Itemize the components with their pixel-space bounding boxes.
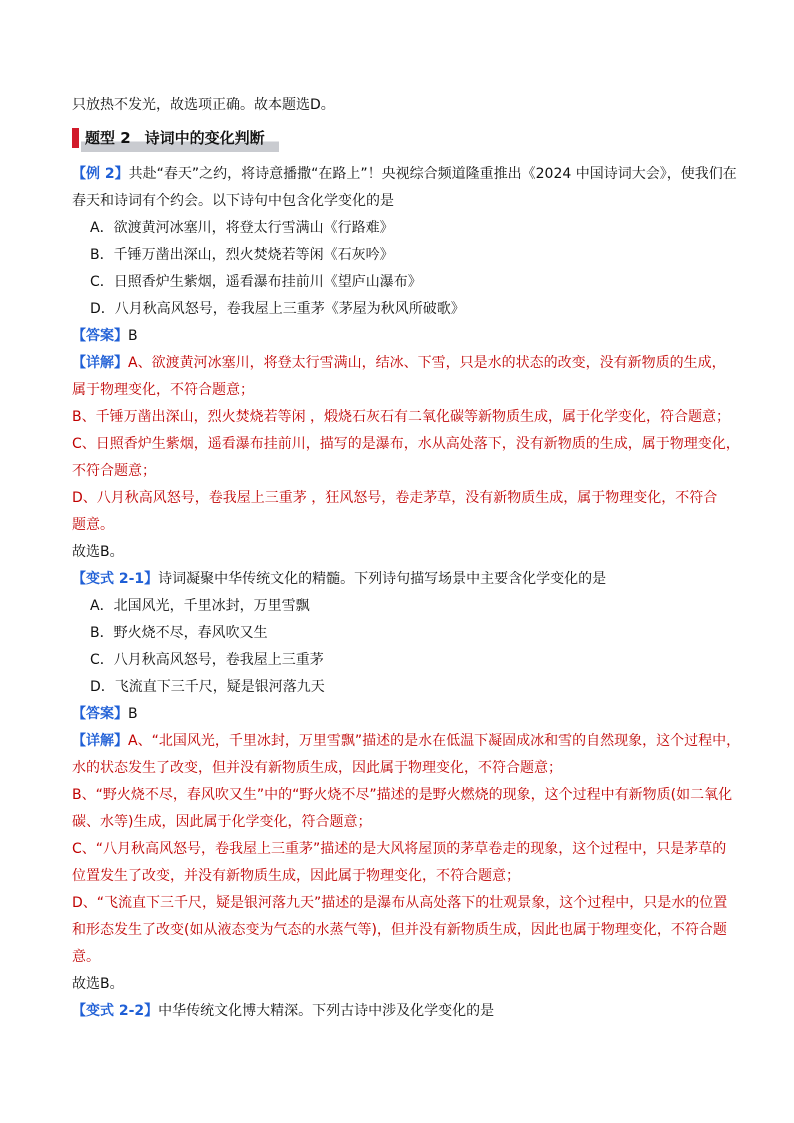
example-detail-line-1: 【详解】A、欲渡黄河冰塞川，将登太行雪满山，结冰、下雪，只是水的状态的改变，没有新物质的生成， — [72, 355, 726, 371]
example-detail-line-3: B、千锤万凿出深山，烈火焚烧若等闲 ，煅烧石灰石有二氧化碳等新物质生成，属于化学变化，符合题意； — [72, 409, 731, 425]
example-option-d: D．八月秋高风怒号，卷我屋上三重茅《茅屋为秋风所破歌》 — [90, 301, 465, 317]
variant1-question: 【变式 2-1】诗词凝聚中华传统文化的精髓。下列诗句描写场景中主要含化学变化的是 — [72, 571, 607, 587]
example-detail-line-7: 题意。 — [72, 517, 114, 533]
example-detail-line-6: D、八月秋高风怒号，卷我屋上三重茅 ，狂风怒号，卷走茅草，没有新物质生成，属于物理变化，不符合 — [72, 490, 718, 506]
example-option-a: A．欲渡黄河冰塞川，将登太行雪满山《行路难》 — [90, 220, 394, 236]
example-detail-line-2: 属于物理变化，不符合题意； — [72, 382, 254, 398]
variant1-detail-line-4: 碳、水等)生成，因此属于化学变化，符合题意； — [72, 814, 372, 830]
variant1-detail-line-3: B、“野火烧不尽，春风吹又生”中的“野火烧不尽”描述的是野火燃烧的现象，这个过程中有新物质(如二氧化 — [72, 787, 733, 803]
variant1-detail-line-8: 和形态发生了改变(如从液态变为气态的水蒸气等)，但并没有新物质生成，因此也属于物理变化，不符合题 — [72, 922, 727, 938]
variant1-detail-line-5: C、“八月秋高风怒号，卷我屋上三重茅”描述的是大风将屋顶的茅草卷走的现象，这个过程中，只是茅草的 — [72, 841, 727, 857]
example-answer: 【答案】B — [72, 328, 138, 344]
variant1-option-c: C．八月秋高风怒号，卷我屋上三重茅 — [90, 652, 324, 668]
variant1-detail-line-9: 意。 — [72, 949, 100, 965]
example-question-line-2: 春天和诗词有个约会。以下诗句中包含化学变化的是 — [72, 193, 394, 209]
variant1-option-b: B．野火烧不尽，春风吹又生 — [90, 625, 268, 641]
example-option-c: C．日照香炉生紫烟，遥看瀑布挂前川《望庐山瀑布》 — [90, 274, 422, 290]
example-detail-line-5: 不符合题意； — [72, 463, 156, 479]
variant1-option-d: D．飞流直下三千尺，疑是银河落九天 — [90, 679, 325, 695]
example-detail-line-4: C、日照香炉生紫烟，遥看瀑布挂前川，描写的是瀑布，水从高处落下，没有新物质的生成，属于物理变化， — [72, 436, 740, 452]
example-tag: 【例 2】 — [72, 166, 129, 182]
example-question-line-1: 【例 2】共赴“春天”之约，将诗意播撒“在路上”！央视综合频道隆重推出《2024 中国诗词大会》，使我们在 — [72, 166, 737, 182]
section-title-box — [81, 125, 279, 152]
variant1-detail-line-2: 水的状态发生了改变，但并没有新物质生成，因此属于物理变化，不符合题意； — [72, 760, 562, 776]
variant1-detail-line-1: 【详解】A、“北国风光，千里冰封，万里雪飘”描述的是水在低温下凝固成冰和雪的自然现象，这个过程中， — [72, 733, 741, 749]
heading-marker — [72, 128, 79, 148]
section-label: 题型 2 — [85, 128, 131, 147]
variant1-detail-line-7: D、“飞流直下三千尺，疑是银河落九天”描述的是瀑布从高处落下的壮观景象，这个过程中，只是水的位置 — [72, 895, 728, 911]
document-page — [72, 92, 741, 1025]
section-heading — [72, 121, 732, 155]
variant1-detail-line-6: 位置发生了改变，并没有新物质生成，因此属于物理变化，不符合题意； — [72, 868, 520, 884]
variant1-answer: 【答案】B — [72, 706, 138, 722]
variant2-question: 【变式 2-2】中华传统文化博大精深。下列古诗中涉及化学变化的是 — [72, 1003, 495, 1019]
intro-line: 只放热不发光，故选项正确。故本题选D。 — [72, 97, 335, 113]
variant1-option-a: A．北国风光，千里冰封，万里雪飘 — [90, 598, 310, 614]
example-conclusion: 故选B。 — [72, 544, 124, 560]
example-option-b: B．千锤万凿出深山，烈火焚烧若等闲《石灰吟》 — [90, 247, 394, 263]
variant1-conclusion: 故选B。 — [72, 976, 124, 992]
section-title: 诗词中的变化判断 — [144, 128, 265, 147]
